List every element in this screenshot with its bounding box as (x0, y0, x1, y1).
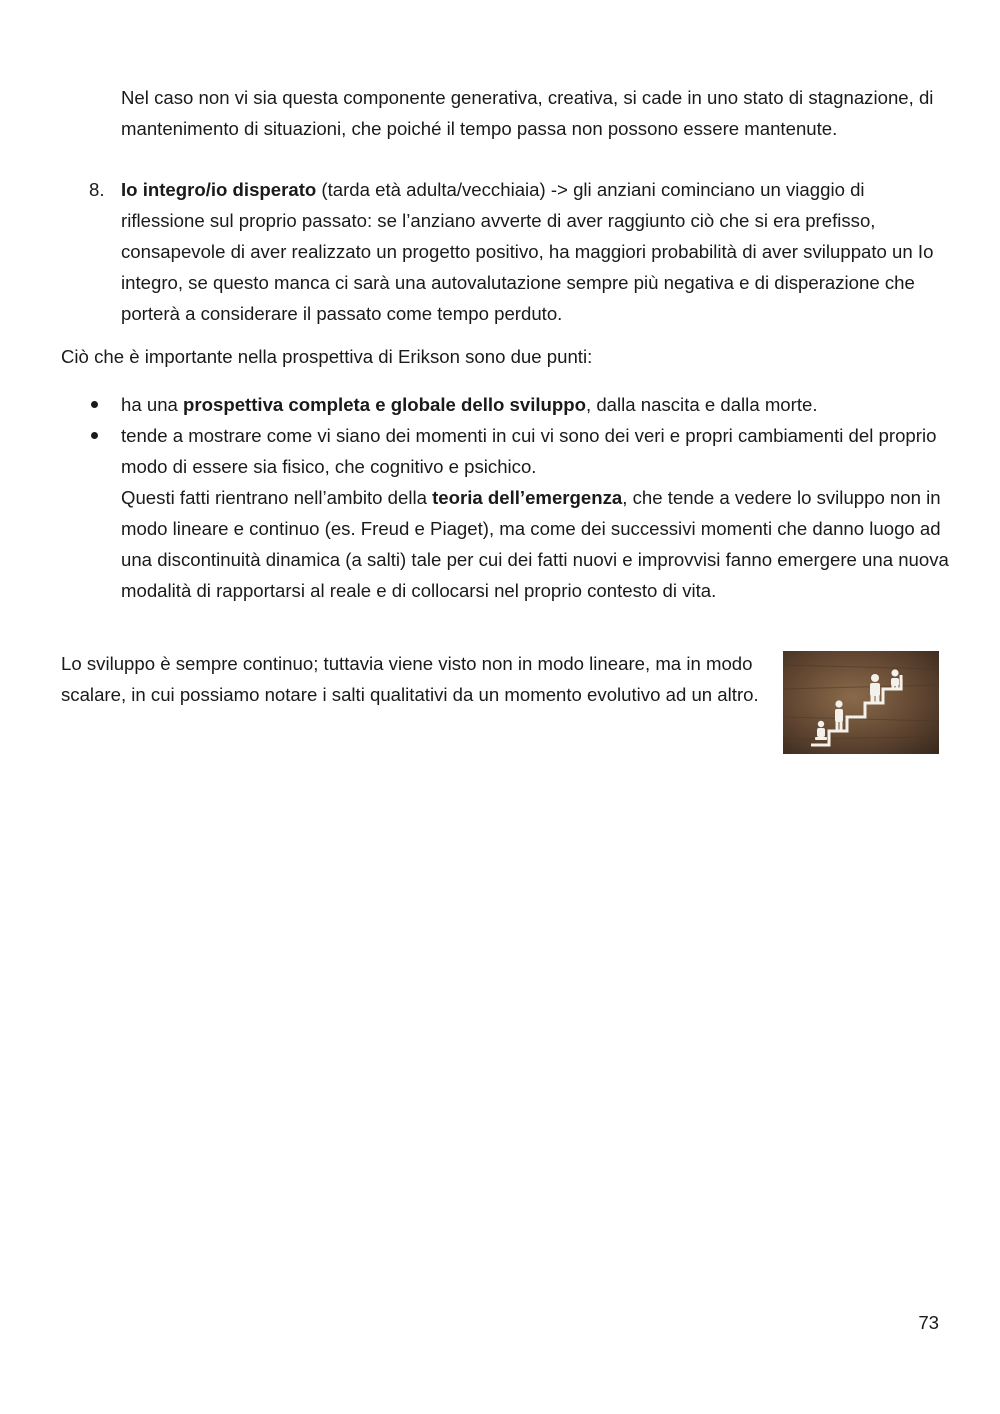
continuation-paragraph: Nel caso non vi sia questa componente generativa, creativa, si cade in uno stato di stagnazione, di mantenimento di situazioni, che poiché il tempo passa non possono essere mantenute. (121, 87, 934, 139)
bullet-text-post: , dalla nascita e dalla morte. (586, 394, 818, 415)
list-item-description: (tarda età adulta/vecchiaia) -> gli anziani cominciano un viaggio di riflessione sul proprio passato: se l’anziano avverte di aver raggiunto ciò che si era prefisso, consapevole di aver realizzato un progetto positivo, ha maggiori probabilità di aver sviluppato un Io integro, se questo manca ci sarà una autovalutazione sempre più negativa e di disperazione che porterà a considerare il passato come tempo perduto. (121, 179, 934, 324)
life-stages-staircase-icon (783, 651, 939, 754)
bullet-item-2 (121, 420, 951, 606)
bullet-item-1 (121, 389, 951, 420)
page-number: 73 (918, 1312, 939, 1333)
closing-paragraph: Lo sviluppo è sempre continuo; tuttavia viene visto non in modo lineare, ma in modo scalare, in cui possiamo notare i salti qualitativi da un momento evolutivo ad un altro. (61, 653, 759, 705)
intro-paragraph: Ciò che è importante nella prospettiva di Erikson sono due punti: (61, 346, 593, 367)
bullet-dot (91, 401, 98, 408)
bullet-text-line1: tende a mostrare come vi siano dei momenti in cui vi sono dei veri e propri cambiamenti del proprio modo di essere sia fisico, che cognitivo e psichico. (121, 425, 937, 477)
list-item-term: Io integro/io disperato (121, 179, 317, 200)
bullet-text-bold: prospettiva completa e globale dello sviluppo (183, 394, 586, 415)
bullet-list (121, 389, 951, 606)
bullet-text-post: , che tende a vedere lo sviluppo non in modo lineare e continuo (es. Freud e Piaget), ma come dei successivi momenti che danno luogo ad una discontinuità dinamica (a salti) tale per cui dei fatti nuovi e improvvisi fanno emergere una nuova modalità di rapportarsi al reale e di collocarsi nel proprio contesto di vita. (121, 487, 949, 601)
list-item-8 (89, 174, 951, 329)
list-item-text (121, 174, 951, 329)
bullet-dot (91, 432, 98, 439)
bullet-text-bold: teoria dell’emergenza (432, 487, 623, 508)
bullet-text-pre: ha una (121, 394, 184, 415)
bullet-text-pre: Questi fatti rientrano nell’ambito della (121, 487, 433, 508)
list-item-number: 8. (89, 179, 105, 200)
